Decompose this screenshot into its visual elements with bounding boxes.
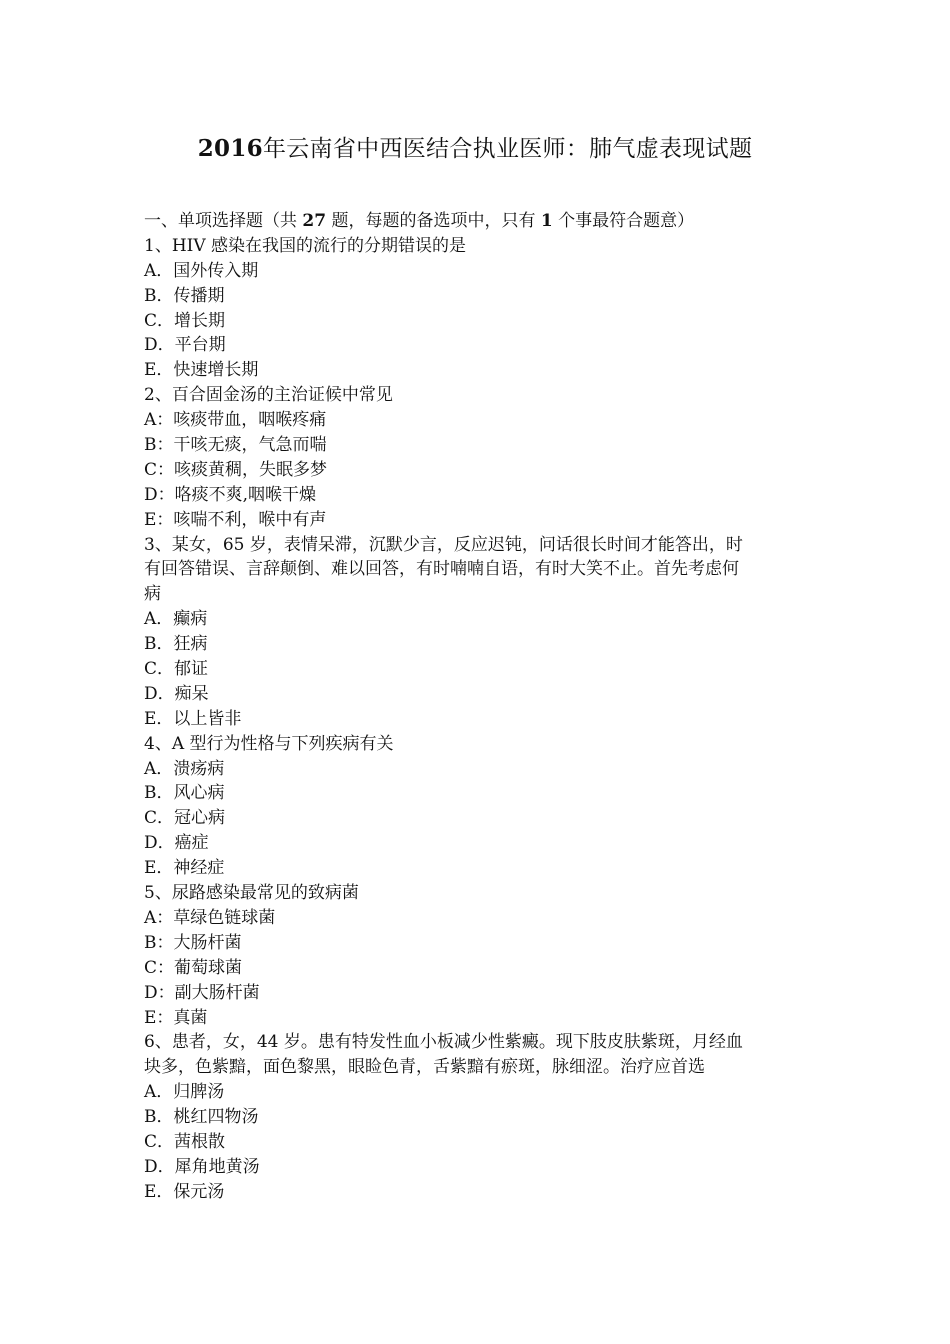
answer-option: C：葡萄球菌 (144, 957, 243, 978)
question-stem: 5、尿路感染最常见的致病菌 (144, 883, 359, 904)
answer-option: E．以上皆非 (144, 708, 242, 729)
section-header-middle: 题，每题的备选项中，只有 (326, 211, 541, 231)
section-header-suffix: 个事最符合题意） (552, 211, 695, 231)
answer-option: C．冠心病 (144, 808, 226, 829)
question-stem: 块多，色紫黯，面色黎黑，眼睑色青，舌紫黯有瘀斑，脉细涩。治疗应首选 (144, 1057, 705, 1078)
answer-option: B：干咳无痰，气急而喘 (144, 435, 327, 456)
answer-option: C．郁证 (144, 659, 209, 680)
question-stem: 6、患者，女，44 岁。患有特发性血小板减少性紫癜。现下肢皮肤紫斑，月经血 (144, 1032, 743, 1053)
answer-option: A．癫病 (144, 609, 208, 630)
answer-count: 1 (540, 211, 553, 231)
answer-option: B．传播期 (144, 285, 225, 306)
question-stem: 病 (144, 584, 161, 605)
answer-option: A．归脾汤 (144, 1082, 225, 1103)
answer-option: D．犀角地黄汤 (144, 1156, 260, 1177)
answer-option: C．茜根散 (144, 1131, 226, 1152)
question-stem: 4、A 型行为性格与下列疾病有关 (144, 733, 394, 754)
section-header (144, 209, 814, 234)
answer-option: A：咳痰带血，咽喉疼痛 (144, 410, 327, 431)
answer-option: D．痴呆 (144, 683, 209, 704)
title-text: 年云南省中西医结合执业医师：肺气虚表现试题 (262, 136, 753, 162)
answer-option: A．国外传入期 (144, 260, 259, 281)
answer-option: E：真菌 (144, 1007, 208, 1028)
answer-option: B．狂病 (144, 634, 208, 655)
question-stem: 1、HIV 感染在我国的流行的分期错误的是 (144, 235, 467, 256)
answer-option: B．风心病 (144, 783, 225, 804)
answer-option: A．溃疡病 (144, 758, 225, 779)
answer-option: E．保元汤 (144, 1181, 225, 1202)
answer-option: E．神经症 (144, 858, 225, 879)
answer-option: B：大肠杆菌 (144, 932, 242, 953)
answer-option: D．癌症 (144, 833, 209, 854)
section-header-prefix: 一、单项选择题（共 (144, 211, 303, 231)
question-stem: 有回答错误、言辞颠倒、难以回答，有时喃喃自语，有时大笑不止。首先考虑何 (144, 559, 739, 580)
answer-option: D：咯痰不爽,咽喉干燥 (144, 484, 317, 505)
answer-option: B．桃红四物汤 (144, 1107, 259, 1128)
question-stem: 2、百合固金汤的主治证候中常见 (144, 385, 393, 406)
document-body (144, 209, 814, 1205)
document-title (0, 132, 950, 166)
question-count: 27 (302, 211, 327, 231)
title-year: 2016 (197, 135, 263, 162)
question-stem: 3、某女，65 岁，表情呆滞，沉默少言，反应迟钝，问话很长时间才能答出，时 (144, 534, 743, 555)
answer-option: D．平台期 (144, 335, 226, 356)
answer-option: C．增长期 (144, 310, 226, 331)
answer-option: A：草绿色链球菌 (144, 907, 276, 928)
answer-option: D：副大肠杆菌 (144, 982, 260, 1003)
answer-option: E：咳喘不利，喉中有声 (144, 509, 327, 530)
answer-option: E．快速增长期 (144, 360, 259, 381)
answer-option: C：咳痰黄稠，失眠多梦 (144, 459, 328, 480)
